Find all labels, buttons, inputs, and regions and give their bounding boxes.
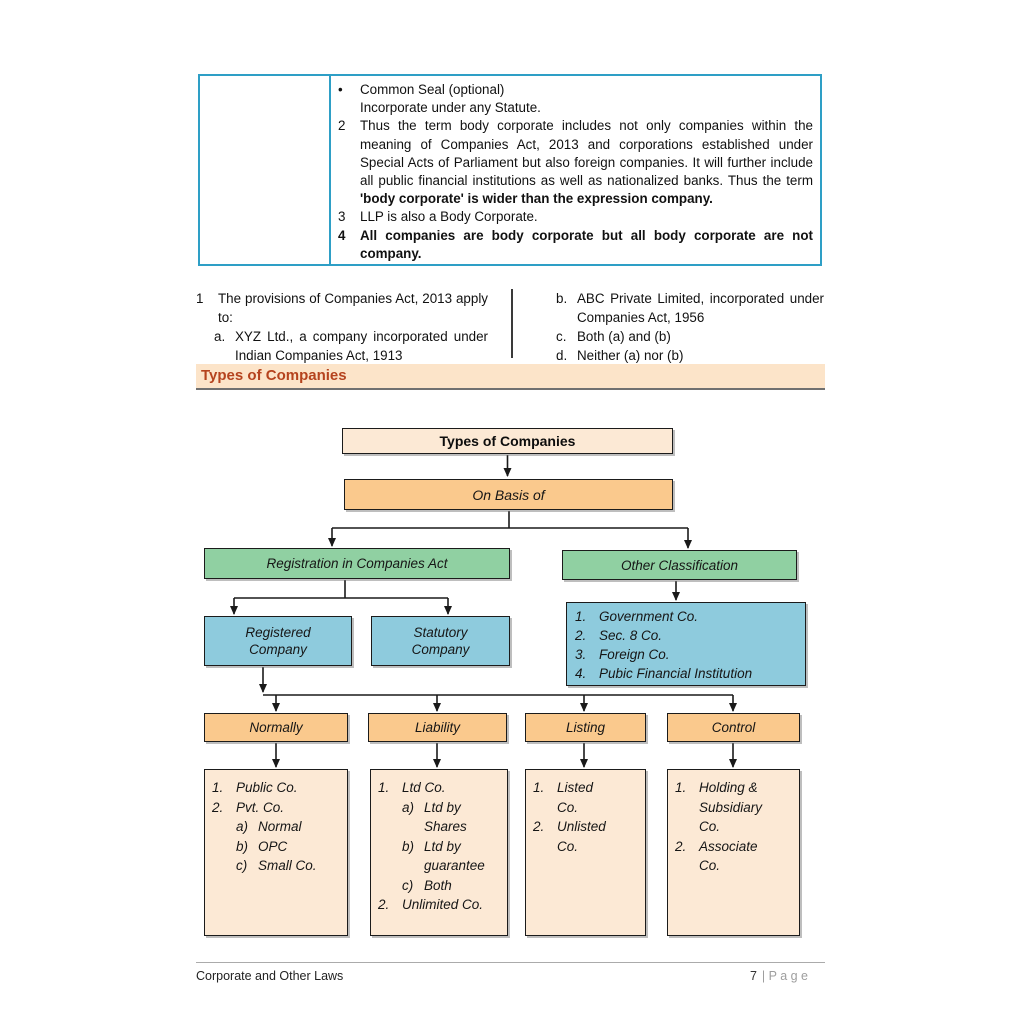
option-text: Both (a) and (b)	[577, 329, 671, 344]
table-row	[338, 81, 813, 117]
flowchart-category-normally: Normally	[204, 713, 348, 742]
table-content-cell	[331, 76, 820, 264]
list-item: 4. Pubic Financial Institution	[575, 666, 753, 681]
flowchart-registration-box: Registration in Companies Act	[204, 548, 510, 579]
list-item: 3. Foreign Co.	[575, 647, 670, 662]
mcq-option-c	[556, 327, 824, 346]
flowchart-leaf-liability	[370, 769, 508, 936]
list-item: b) Ltd by guarantee	[402, 838, 485, 873]
mcq-section	[196, 289, 825, 361]
flowchart-leaf-listing	[525, 769, 646, 936]
table-row-text: Thus the term body corporate includes not only companies within the meaning of Companies Act, 2013 and corporations established under Special Acts of Parliament but also foreign companies. It will further include all public financial institutions as well as nationalized banks. Thus the term 'body corporate' is wider than the expression company.	[360, 118, 813, 207]
mcq-question	[196, 289, 488, 327]
list-item: a) Normal	[236, 819, 302, 834]
option-label: a.	[214, 329, 226, 344]
flowchart-category-listing: Listing	[525, 713, 646, 742]
question-number: 1	[196, 291, 204, 306]
table-row	[338, 227, 813, 263]
list-item: c) Small Co.	[236, 858, 317, 873]
mcq-option-b	[556, 289, 824, 327]
table-row	[338, 117, 813, 208]
list-item: 1. Listed Co.	[533, 780, 594, 815]
flowchart-root-box: Types of Companies	[342, 428, 673, 454]
footer-page-indicator	[750, 969, 808, 983]
option-text: XYZ Ltd., a company incorporated under Indian Companies Act, 1913	[235, 329, 488, 363]
option-text: ABC Private Limited, incorporated under Companies Act, 1956	[577, 291, 824, 325]
row-number: 3	[338, 209, 346, 225]
option-label: c.	[556, 329, 567, 344]
row-number: 4	[338, 227, 346, 243]
bullet-marker: •	[338, 82, 343, 97]
page-number: 7	[749, 969, 757, 983]
table-row	[338, 208, 813, 226]
flowchart-category-control: Control	[667, 713, 800, 742]
flowchart-category-liability: Liability	[368, 713, 507, 742]
question-text: The provisions of Companies Act, 2013 apply to:	[218, 291, 488, 325]
table-row-text: Incorporate under any Statute.	[360, 100, 541, 116]
option-label: b.	[556, 291, 568, 306]
mcq-right-column	[556, 289, 824, 365]
list-item: 1. Public Co.	[212, 780, 298, 795]
option-label: d.	[556, 348, 568, 363]
footer-divider	[196, 962, 825, 963]
flowchart-other-classification-box: Other Classification	[562, 550, 797, 580]
list-item: b) OPC	[236, 838, 288, 854]
list-item: a) Ltd by Shares	[402, 799, 467, 834]
list-item: 1. Holding & Subsidiary Co.	[675, 780, 763, 834]
flowchart-leaf-control	[667, 769, 800, 936]
flowchart-leaf-normally	[204, 769, 348, 936]
body-corporate-table	[198, 74, 822, 266]
column-divider	[511, 289, 513, 358]
option-text: Neither (a) nor (b)	[577, 348, 684, 363]
mcq-left-column	[196, 289, 488, 365]
list-item: 2. Associate Co.	[675, 838, 758, 873]
footer-book-title: Corporate and Other Laws	[196, 969, 344, 983]
page-word: | P a g e	[761, 969, 808, 983]
list-item: 2. Unlimited Co.	[378, 897, 484, 912]
table-row-text: LLP is also a Body Corporate.	[360, 209, 538, 225]
list-item: 1. Government Co.	[575, 609, 699, 624]
bold-phrase: 'body corporate' is wider than the expression company.	[360, 191, 713, 207]
section-heading: Types of Companies	[196, 364, 825, 390]
list-item: 2. Sec. 8 Co.	[575, 628, 663, 643]
flowchart-registered-company-box: Registered Company	[204, 616, 352, 666]
table-empty-cell	[200, 76, 331, 264]
row-number: 2	[338, 118, 346, 134]
list-item: 1. Ltd Co.	[378, 780, 446, 795]
flowchart-statutory-company-box: Statutory Company	[371, 616, 510, 666]
mcq-option-d	[556, 346, 824, 365]
mcq-option-a	[214, 327, 488, 365]
list-item: c) Both	[402, 877, 452, 893]
list-item: 2. Pvt. Co.	[212, 799, 285, 815]
table-row-text: All companies are body corporate but all body corporate are not company.	[360, 227, 813, 261]
flowchart-other-classification-list	[566, 602, 806, 686]
table-row-text: Common Seal (optional)	[360, 82, 505, 97]
list-item: 2. Unlisted Co.	[533, 819, 606, 854]
flowchart-basis-box: On Basis of	[344, 479, 673, 510]
